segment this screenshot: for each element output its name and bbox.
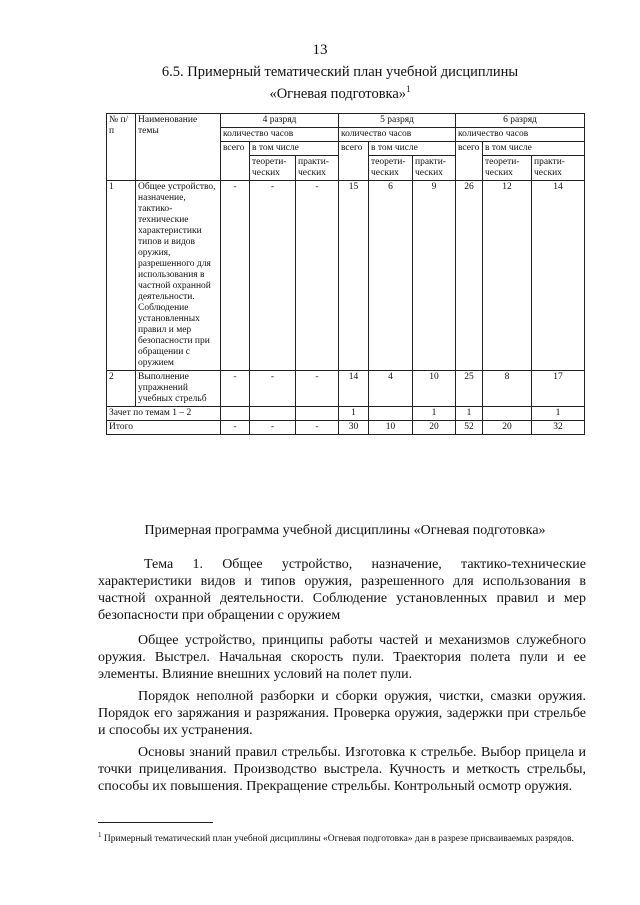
paragraph: Общее устройство, принципы работы частей и механизмов служебного оружия. Выстрел. Начальная скорость пули. Траектория полета пули и ее элементы. Влияние внешних условий на полет пули. — [98, 633, 586, 682]
cell: 30 — [339, 421, 369, 435]
cell — [221, 407, 250, 421]
cell: - — [221, 371, 250, 407]
cell — [296, 407, 339, 421]
cell: - — [250, 421, 296, 435]
header-including: в том числе — [483, 142, 585, 156]
cell: - — [221, 181, 250, 371]
cell: 8 — [483, 371, 532, 407]
header-including: в том числе — [250, 142, 339, 156]
cell: 17 — [532, 371, 585, 407]
cell: 1 — [339, 407, 369, 421]
header-including: в том числе — [369, 142, 456, 156]
cell: 14 — [532, 181, 585, 371]
footnote — [98, 829, 586, 845]
footnote-mark: 1 — [98, 831, 102, 839]
cell: 52 — [456, 421, 483, 435]
cell: - — [250, 371, 296, 407]
header-pract: практи-ческих — [296, 156, 339, 181]
header-num: № п/п — [107, 114, 136, 181]
cell: - — [296, 421, 339, 435]
cell: 15 — [339, 181, 369, 371]
cell: 25 — [456, 371, 483, 407]
cell — [250, 407, 296, 421]
plan-title — [100, 64, 580, 103]
header-hours: количество часов — [339, 128, 456, 142]
cell: 1 — [532, 407, 585, 421]
total-row — [107, 421, 585, 435]
cell: 4 — [369, 371, 413, 407]
cell: 14 — [339, 371, 369, 407]
cell: 6 — [369, 181, 413, 371]
header-rank4: 4 разряд — [221, 114, 339, 128]
header-pract: практи-ческих — [532, 156, 585, 181]
header-name: Наименование темы — [136, 114, 221, 181]
paragraph: Порядок неполной разборки и сборки оружия, чистки, смазки оружия. Порядок его заряжания и разряжания. Проверка оружия, задержки при стрельбе и способы их устранения. — [98, 689, 586, 738]
cell: - — [250, 181, 296, 371]
table-row — [107, 371, 585, 407]
cell — [483, 407, 532, 421]
cell: 12 — [483, 181, 532, 371]
plan-title-line2: «Огневая подготовка»$^1$ — [269, 84, 411, 102]
cell: 9 — [413, 181, 456, 371]
row-name: Общее устройство, назначение, тактико-технические характеристики типов и видов оружия, разрешенного для использования в частной охранной деятельности. Соблюдение установленных правил и мер безопасности при обращении с оружием — [136, 181, 221, 371]
header-theor: теорети-ческих — [369, 156, 413, 181]
cell: - — [296, 181, 339, 371]
cell: 10 — [369, 421, 413, 435]
title-footnote-mark: 1 — [406, 84, 411, 94]
cell: 20 — [413, 421, 456, 435]
header-rank5: 5 разряд — [339, 114, 456, 128]
row-num: 2 — [107, 371, 136, 407]
cell: 32 — [532, 421, 585, 435]
plan-title-line1: 6.5. Примерный тематический план учебной дисциплины — [161, 64, 519, 80]
paragraph: Основы знаний правил стрельбы. Изготовка к стрельбе. Выбор прицела и точки прицеливания. Производство выстрела. Кучность и меткость стрельбы, способы их повышения. Прекращение стрельбы. Контрольный осмотр оружия. — [98, 745, 586, 794]
page-number: 13 — [312, 42, 328, 58]
topic-heading: Тема 1. Общее устройство, назначение, тактико-технические характеристики видов и типов оружия, разрешенного для использования в частной охранной деятельности. Соблюдение установленных правил и мер безопасности при обращении с оружием — [98, 557, 586, 623]
cell: - — [221, 421, 250, 435]
cell: 1 — [456, 407, 483, 421]
total-label: Итого — [107, 421, 221, 435]
cell — [369, 407, 413, 421]
cell: 10 — [413, 371, 456, 407]
table-row — [107, 181, 585, 371]
footnote-divider — [98, 822, 213, 823]
row-num: 1 — [107, 181, 136, 371]
thematic-plan-table — [106, 113, 585, 435]
header-total: всего — [221, 142, 250, 181]
cell: - — [296, 371, 339, 407]
header-pract: практи-ческих — [413, 156, 456, 181]
credit-row — [107, 407, 585, 421]
cell: 26 — [456, 181, 483, 371]
footnote-text: Примерный тематический план учебной дисциплины «Огневая подготовка» дан в разрезе присваиваемых разрядов. — [103, 834, 574, 845]
header-hours: количество часов — [456, 128, 585, 142]
header-total: всего — [339, 142, 369, 181]
cell: 1 — [413, 407, 456, 421]
header-hours: количество часов — [221, 128, 339, 142]
cell: 20 — [483, 421, 532, 435]
row-name: Выполнение упражнений учебных стрельб — [136, 371, 221, 407]
header-rank6: 6 разряд — [456, 114, 585, 128]
credit-label: Зачет по темам 1 – 2 — [107, 407, 221, 421]
header-total: всего — [456, 142, 483, 181]
program-title: Примерная программа учебной дисциплины «Огневая подготовка» — [144, 523, 546, 538]
header-theor: теорети-ческих — [483, 156, 532, 181]
header-theor: теорети-ческих — [250, 156, 296, 181]
